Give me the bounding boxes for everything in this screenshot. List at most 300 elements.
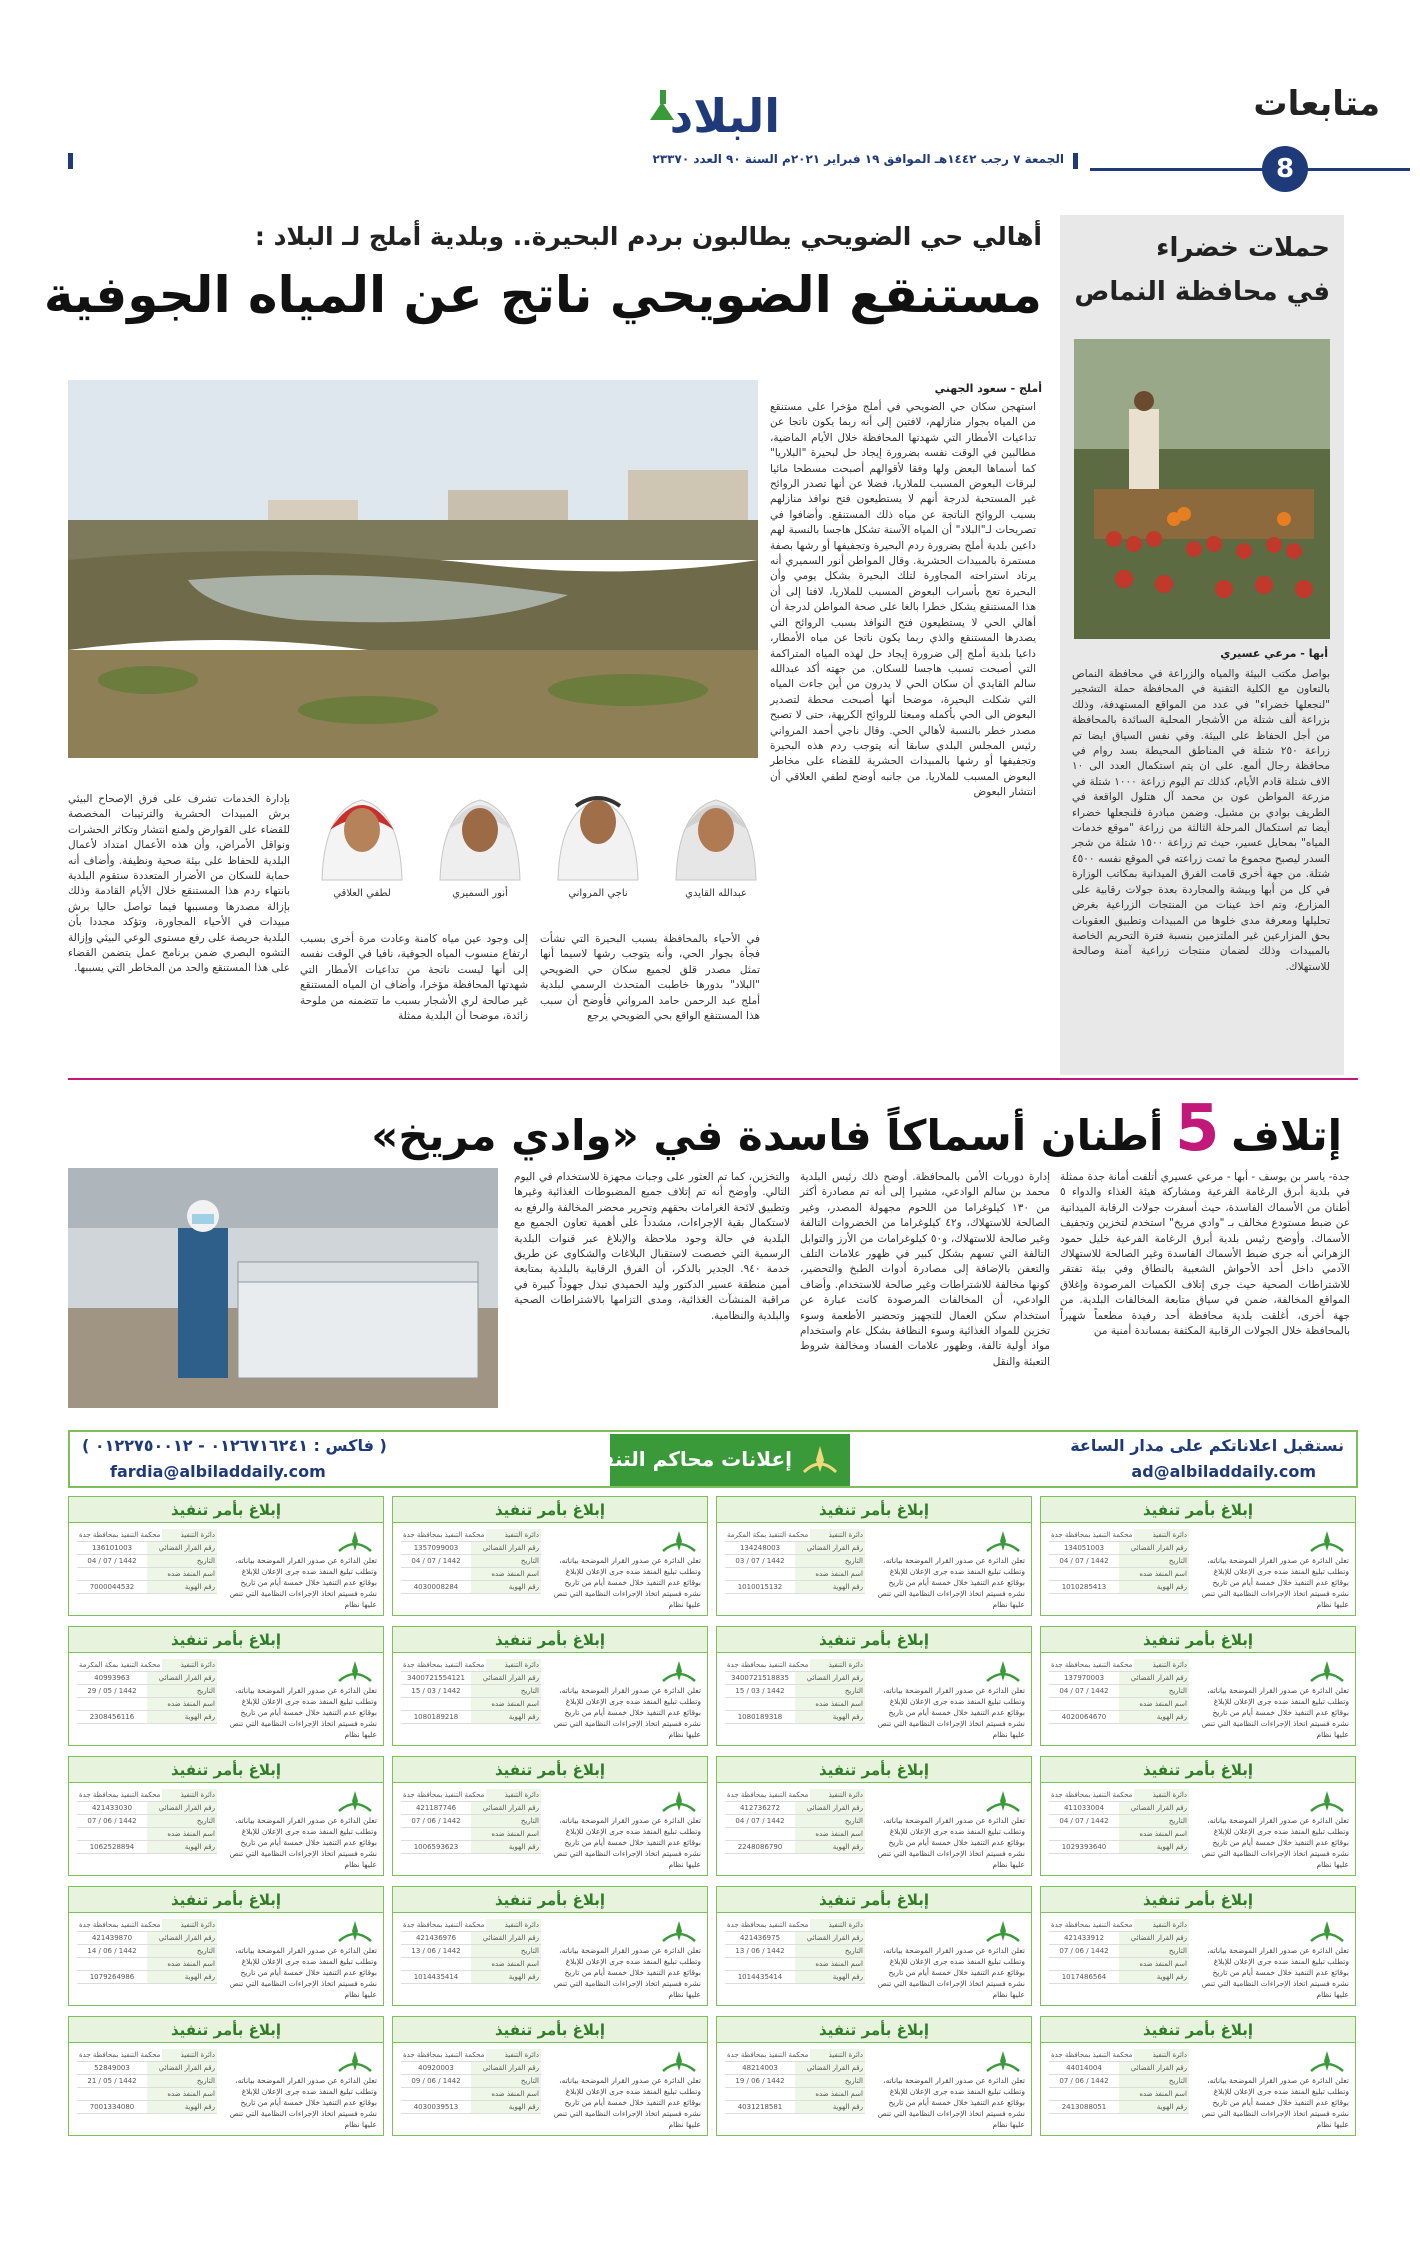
court-notice-row: [1049, 1711, 1189, 1724]
row-value: 7000044532: [89, 1583, 135, 1591]
row-label: رقم الهوية: [147, 1971, 217, 1983]
row-value: 1014435414: [737, 1973, 783, 1981]
row-value: محكمة التنفيذ بمحافظة جدة: [403, 1531, 485, 1539]
row-label: دائرة التنفيذ: [162, 1659, 217, 1671]
portrait-2: [546, 770, 650, 900]
court-notice-row: [77, 1802, 217, 1815]
row-value: [1049, 1958, 1119, 1970]
court-notice: [1040, 1886, 1356, 2006]
row-value: 421439870: [91, 1934, 133, 1942]
court-notice-text: تعلن الدائرة عن صدور القرار الموضحة بياناته، وتطلب تبليغ المنفذ ضده جرى الإعلان للإبلاغ بوقائع عدم التنفيذ خلال خمسة أيام من تاريخ نشره فسيتم اتخاذ الإجراءات النظامية التي تنص عليها نظام: [229, 1556, 377, 1609]
row-value: 2308456116: [89, 1713, 135, 1721]
court-notice-title: إبلاغ بأمر تنفيذ: [717, 1497, 1031, 1523]
court-notice-row: [401, 2075, 541, 2088]
court-notice-text: تعلن الدائرة عن صدور القرار الموضحة بياناته، وتطلب تبليغ المنفذ ضده جرى الإعلان للإبلاغ بوقائع عدم التنفيذ خلال خمسة أيام من تاريخ نشره فسيتم اتخاذ الإجراءات النظامية التي تنص عليها نظام: [877, 1816, 1025, 1869]
row-label: رقم القرار القضائي: [795, 2062, 865, 2074]
court-notice-text: تعلن الدائرة عن صدور القرار الموضحة بياناته، وتطلب تبليغ المنفذ ضده جرى الإعلان للإبلاغ بوقائع عدم التنفيذ خلال خمسة أيام من تاريخ نشره فسيتم اتخاذ الإجراءات النظامية التي تنص عليها نظام: [553, 1816, 701, 1869]
row-label: اسم المنفذ ضده: [1119, 1828, 1189, 1840]
court-notice-title: إبلاغ بأمر تنفيذ: [1041, 2017, 1355, 2043]
row-value: [725, 1828, 795, 1840]
row-label: اسم المنفذ ضده: [1119, 2088, 1189, 2100]
court-notice-table: [1049, 1919, 1189, 1984]
row-label: اسم المنفذ ضده: [471, 1958, 541, 1970]
row-value: [77, 1568, 147, 1580]
court-notice: [68, 1886, 384, 2006]
fish-headline-post: أطنان أسماكاً فاسدة في «وادي مريخ»: [371, 1111, 1164, 1160]
row-label: رقم الهوية: [147, 1581, 217, 1593]
ads-left-contact: ( فاكس : ٠١٢٦٧١٦٢٤١ - ٠١٢٢٧٥٠٠١٢ ): [82, 1436, 387, 1455]
row-value: 13 / 06 / 1442: [411, 1947, 461, 1955]
dateline: الجمعة ٧ رجب ١٤٤٢هـ الموافق ١٩ فبراير ٢٠٢١م السنة ٩٠ العدد ٢٣٣٧٠: [652, 152, 1064, 166]
person-icon: [428, 770, 532, 880]
ministry-emblem-icon: [659, 1919, 699, 1945]
court-notice: [68, 1626, 384, 1746]
court-notice-row: [77, 2075, 217, 2088]
court-notice-row: [725, 1542, 865, 1555]
row-value: 4030039513: [413, 2103, 459, 2111]
court-notice-text: تعلن الدائرة عن صدور القرار الموضحة بياناته، وتطلب تبليغ المنفذ ضده جرى الإعلان للإبلاغ بوقائع عدم التنفيذ خلال خمسة أيام من تاريخ نشره فسيتم اتخاذ الإجراءات النظامية التي تنص عليها نظام: [877, 1556, 1025, 1609]
court-notice-row: [401, 1672, 541, 1685]
row-label: رقم القرار القضائي: [1119, 1802, 1189, 1814]
row-value: 04 / 07 / 1442: [87, 1557, 137, 1565]
court-notice: [1040, 1756, 1356, 1876]
row-label: رقم الهوية: [795, 1971, 865, 1983]
row-label: اسم المنفذ ضده: [471, 1568, 541, 1580]
court-notice: [716, 1756, 1032, 1876]
row-label: دائرة التنفيذ: [1134, 1659, 1189, 1671]
row-value: 1062528894: [89, 1843, 135, 1851]
court-notice-text: تعلن الدائرة عن صدور القرار الموضحة بياناته، وتطلب تبليغ المنفذ ضده جرى الإعلان للإبلاغ بوقائع عدم التنفيذ خلال خمسة أيام من تاريخ نشره فسيتم اتخاذ الإجراءات النظامية التي تنص عليها نظام: [229, 1946, 377, 1999]
court-notice-row: [725, 1802, 865, 1815]
row-label: رقم القرار القضائي: [795, 1542, 865, 1554]
row-label: التاريخ: [471, 1555, 541, 1567]
ministry-emblem-icon: [1307, 1919, 1347, 1945]
row-label: رقم الهوية: [795, 1841, 865, 1853]
row-label: التاريخ: [795, 1945, 865, 1957]
ministry-emblem-icon: [1307, 2049, 1347, 2075]
row-value: 3400721554121: [407, 1674, 465, 1682]
row-label: رقم القرار القضائي: [471, 2062, 541, 2074]
court-notice-row: [725, 2075, 865, 2088]
court-notice-row: [725, 1789, 865, 1802]
court-notice-table: [77, 1789, 217, 1854]
row-value: 21 / 05 / 1442: [87, 2077, 137, 2085]
court-notice-row: [1049, 1919, 1189, 1932]
row-label: رقم الهوية: [471, 1971, 541, 1983]
fish-headline-pre: إتلاف: [1231, 1111, 1342, 1160]
ads-header: [68, 1430, 1358, 1488]
court-notice-table: [401, 2049, 541, 2114]
row-label: التاريخ: [471, 1685, 541, 1697]
row-value: 1017486564: [1061, 1973, 1107, 1981]
court-notice-row: [725, 1711, 865, 1724]
row-label: التاريخ: [147, 1945, 217, 1957]
section-title: متابعات: [1253, 84, 1380, 124]
row-value: 137970003: [1063, 1674, 1105, 1682]
court-notice: [716, 1496, 1032, 1616]
row-label: التاريخ: [1119, 1945, 1189, 1957]
court-notice-row: [77, 2049, 217, 2062]
court-notice-text: تعلن الدائرة عن صدور القرار الموضحة بياناته، وتطلب تبليغ المنفذ ضده جرى الإعلان للإبلاغ بوقائع عدم التنفيذ خلال خمسة أيام من تاريخ نشره فسيتم اتخاذ الإجراءات النظامية التي تنص عليها نظام: [553, 2076, 701, 2129]
court-notice-table: [401, 1789, 541, 1854]
row-label: اسم المنفذ ضده: [1119, 1698, 1189, 1710]
portrait-2-name: ناجي المرواني: [568, 888, 628, 899]
row-value: 4030008284: [413, 1583, 459, 1591]
court-notice-row: [401, 1542, 541, 1555]
row-value: 1079264986: [89, 1973, 135, 1981]
swamp-landscape-icon: [68, 380, 758, 758]
fish-storage-photo: [68, 1168, 498, 1408]
row-value: 411033004: [1063, 1804, 1105, 1812]
court-notice-row: [401, 1568, 541, 1581]
row-value: محكمة التنفيذ بمحافظة جدة: [403, 1661, 485, 1669]
court-notice-row: [401, 2049, 541, 2062]
court-notice-row: [401, 1919, 541, 1932]
court-notice-table: [77, 1919, 217, 1984]
row-value: 4031218581: [737, 2103, 783, 2111]
row-label: رقم الهوية: [795, 1711, 865, 1723]
row-value: 15 / 03 / 1442: [735, 1687, 785, 1695]
row-label: دائرة التنفيذ: [486, 1789, 541, 1801]
market-scene-icon: [1074, 339, 1330, 639]
row-label: دائرة التنفيذ: [486, 1919, 541, 1931]
court-notice: [68, 1496, 384, 1616]
row-label: دائرة التنفيذ: [810, 1529, 865, 1541]
row-value: 40993963: [94, 1674, 130, 1682]
court-notice-title: إبلاغ بأمر تنفيذ: [393, 1497, 707, 1523]
row-value: محكمة التنفيذ بمحافظة جدة: [403, 1791, 485, 1799]
fish-col2: إدارة دوريات الأمن بالمحافظة. أوضح ذلك رئيس البلدية محمد بن سالم الوادعي، مشيرا إلى أنه تم مصادرة أكثر من ١٣٠ كيلوغراما من اللحوم مجهولة المصدر، وغير الصالحة للاستهلاك، و٤٢ كيلوغراما من الخضروات التالفة وغير صالحة للاستهلاك، و٥٠ كيلوغرامات من الأرز والتوابل التالفة التي تسهم بشكل كبير في ظهور علامات التلف والتعفن بالإضافة إلى مصادرة أدوات الطبخ والتحضير، كونها مخالفة للاشتراطات وغير صالحة للاستخدام. وأضاف الوادعي، أن المخالفات المرصودة كانت عبارة عن استخدام سكن العمال للتجهيز وتحضير الأطعمة وسوء تخزين للمواد الغذائية وسوء النظافة بشكل عام واستخدام مواد أولية تالفة، وظهور علامات الفساد ومخالفة شروط التعبئة والنقل: [800, 1171, 1050, 1368]
row-label: رقم القرار القضائي: [147, 1672, 217, 1684]
court-notice-table: [1049, 1789, 1189, 1854]
court-notice-row: [1049, 2101, 1189, 2114]
court-notice: [716, 1886, 1032, 2006]
sidebar-headline-1: حملات خضراء: [1156, 233, 1330, 263]
court-notice-row: [401, 1711, 541, 1724]
ministry-emblem-icon: [335, 1919, 375, 1945]
fish-headline-num: 5: [1175, 1092, 1220, 1166]
sidebar: [1060, 215, 1344, 1075]
court-notice-table: [725, 1919, 865, 1984]
court-notice-row: [401, 1841, 541, 1854]
court-notice-row: [1049, 1568, 1189, 1581]
portraits-row: [300, 770, 768, 920]
vegetable-stall-photo: [1074, 339, 1330, 639]
row-value: 48214003: [742, 2064, 778, 2072]
row-value: [1049, 2088, 1119, 2100]
row-label: دائرة التنفيذ: [162, 2049, 217, 2061]
court-notice: [716, 2016, 1032, 2136]
row-label: اسم المنفذ ضده: [471, 2088, 541, 2100]
court-notice: [392, 1756, 708, 1876]
main-byline: أملج - سعود الجهني: [934, 382, 1042, 395]
row-label: التاريخ: [471, 2075, 541, 2087]
row-label: رقم الهوية: [1119, 2101, 1189, 2113]
row-label: رقم القرار القضائي: [795, 1932, 865, 1944]
swamp-photo: [68, 380, 758, 758]
court-notice-title: إبلاغ بأمر تنفيذ: [1041, 1627, 1355, 1653]
court-notice-row: [725, 2049, 865, 2062]
row-value: 1006593623: [413, 1843, 459, 1851]
row-value: 07 / 06 / 1442: [411, 1817, 461, 1825]
court-notice: [1040, 1626, 1356, 1746]
court-notice-text: تعلن الدائرة عن صدور القرار الموضحة بياناته، وتطلب تبليغ المنفذ ضده جرى الإعلان للإبلاغ بوقائع عدم التنفيذ خلال خمسة أيام من تاريخ نشره فسيتم اتخاذ الإجراءات النظامية التي تنص عليها نظام: [229, 2076, 377, 2129]
row-label: التاريخ: [471, 1945, 541, 1957]
court-notice-row: [725, 1815, 865, 1828]
row-label: رقم الهوية: [795, 2101, 865, 2113]
row-value: 04 / 07 / 1442: [411, 1557, 461, 1565]
ministry-emblem-icon: [983, 1529, 1023, 1555]
court-notice-table: [77, 2049, 217, 2114]
row-label: رقم القرار القضائي: [795, 1802, 865, 1814]
row-label: رقم الهوية: [1119, 1841, 1189, 1853]
sidebar-headline-2: في محافظة النماص: [1074, 277, 1330, 307]
row-label: التاريخ: [147, 1685, 217, 1697]
row-label: رقم الهوية: [1119, 1971, 1189, 1983]
court-notice-row: [77, 1711, 217, 1724]
row-value: [725, 1698, 795, 1710]
court-notice-row: [725, 1581, 865, 1594]
ministry-emblem-icon: [983, 2049, 1023, 2075]
court-notice-row: [1049, 2062, 1189, 2075]
court-notice: [716, 1626, 1032, 1746]
court-notice-text: تعلن الدائرة عن صدور القرار الموضحة بياناته، وتطلب تبليغ المنفذ ضده جرى الإعلان للإبلاغ بوقائع عدم التنفيذ خلال خمسة أيام من تاريخ نشره فسيتم اتخاذ الإجراءات النظامية التي تنص عليها نظام: [1201, 2076, 1349, 2129]
court-notice-row: [725, 1971, 865, 1984]
court-notice-title: إبلاغ بأمر تنفيذ: [1041, 1887, 1355, 1913]
row-label: رقم القرار القضائي: [1119, 1542, 1189, 1554]
court-notice-row: [77, 1685, 217, 1698]
court-notice-row: [401, 1828, 541, 1841]
row-label: التاريخ: [795, 1685, 865, 1697]
court-notice-row: [401, 1789, 541, 1802]
row-label: اسم المنفذ ضده: [795, 1698, 865, 1710]
row-value: [77, 1958, 147, 1970]
court-notice-row: [77, 1971, 217, 1984]
ministry-emblem-icon: [335, 1659, 375, 1685]
court-notice-row: [77, 2088, 217, 2101]
row-label: رقم القرار القضائي: [1119, 1932, 1189, 1944]
court-notice-text: تعلن الدائرة عن صدور القرار الموضحة بياناته، وتطلب تبليغ المنفذ ضده جرى الإعلان للإبلاغ بوقائع عدم التنفيذ خلال خمسة أيام من تاريخ نشره فسيتم اتخاذ الإجراءات النظامية التي تنص عليها نظام: [229, 1686, 377, 1739]
court-notice-text: تعلن الدائرة عن صدور القرار الموضحة بياناته، وتطلب تبليغ المنفذ ضده جرى الإعلان للإبلاغ بوقائع عدم التنفيذ خلال خمسة أيام من تاريخ نشره فسيتم اتخاذ الإجراءات النظامية التي تنص عليها نظام: [877, 2076, 1025, 2129]
row-label: التاريخ: [795, 1815, 865, 1827]
row-value: 136101003: [91, 1544, 133, 1552]
court-notice-row: [77, 1568, 217, 1581]
court-notice-row: [77, 1529, 217, 1542]
row-value: 07 / 06 / 1442: [87, 1817, 137, 1825]
court-notice-row: [77, 1815, 217, 1828]
row-label: اسم المنفذ ضده: [795, 1828, 865, 1840]
court-notice-table: [401, 1919, 541, 1984]
portrait-3: [428, 770, 532, 900]
portrait-4: [310, 770, 414, 900]
court-notice-row: [1049, 2049, 1189, 2062]
row-value: محكمة التنفيذ بمحافظة جدة: [403, 1921, 485, 1929]
row-value: 412736272: [739, 1804, 781, 1812]
row-label: اسم المنفذ ضده: [147, 1698, 217, 1710]
row-label: اسم المنفذ ضده: [1119, 1958, 1189, 1970]
row-label: دائرة التنفيذ: [162, 1529, 217, 1541]
row-value: 1080189218: [413, 1713, 459, 1721]
court-notice-text: تعلن الدائرة عن صدور القرار الموضحة بياناته، وتطلب تبليغ المنفذ ضده جرى الإعلان للإبلاغ بوقائع عدم التنفيذ خلال خمسة أيام من تاريخ نشره فسيتم اتخاذ الإجراءات النظامية التي تنص عليها نظام: [1201, 1946, 1349, 1999]
row-label: اسم المنفذ ضده: [147, 1958, 217, 1970]
court-notice-text: تعلن الدائرة عن صدور القرار الموضحة بياناته، وتطلب تبليغ المنفذ ضده جرى الإعلان للإبلاغ بوقائع عدم التنفيذ خلال خمسة أيام من تاريخ نشره فسيتم اتخاذ الإجراءات النظامية التي تنص عليها نظام: [877, 1686, 1025, 1739]
row-value: محكمة التنفيذ بمحافظة جدة: [79, 1921, 161, 1929]
court-notice-row: [77, 1672, 217, 1685]
court-notice-text: تعلن الدائرة عن صدور القرار الموضحة بياناته، وتطلب تبليغ المنفذ ضده جرى الإعلان للإبلاغ بوقائع عدم التنفيذ خلال خمسة أيام من تاريخ نشره فسيتم اتخاذ الإجراءات النظامية التي تنص عليها نظام: [1201, 1686, 1349, 1739]
row-value: محكمة التنفيذ بمحافظة جدة: [1051, 1791, 1133, 1799]
row-value: 09 / 06 / 1442: [411, 2077, 461, 2085]
court-notice: [392, 2016, 708, 2136]
row-label: رقم القرار القضائي: [1119, 1672, 1189, 1684]
ads-left-email: fardia@albiladdaily.com: [110, 1462, 326, 1481]
row-value: 421436975: [739, 1934, 781, 1942]
court-notice-row: [401, 1659, 541, 1672]
court-notice-title: إبلاغ بأمر تنفيذ: [717, 2017, 1031, 2043]
court-notice-row: [401, 1945, 541, 1958]
ads-right-email: ad@albiladdaily.com: [1131, 1462, 1316, 1481]
row-value: [1049, 1568, 1119, 1580]
row-label: رقم القرار القضائي: [147, 1542, 217, 1554]
court-notice: [392, 1496, 708, 1616]
row-value: 40920003: [418, 2064, 454, 2072]
row-label: التاريخ: [1119, 1815, 1189, 1827]
saudi-emblem-icon: [798, 1442, 842, 1478]
row-value: 04 / 07 / 1442: [735, 1817, 785, 1825]
court-notice-title: إبلاغ بأمر تنفيذ: [69, 1497, 383, 1523]
person-icon: [310, 770, 414, 880]
main-col1: استهجن سكان حي الضويحي في أملج مؤخرا على مستنقع من المياه بجوار منازلهم، لافتين إلى أنه ربما يكون ناتجا عن تداعيات الأمطار التي شهدتها المحافظة خلال الأيام الماضية، مطالبين في الوقت نفسه بضرورة إيجاد حل لبحيرة "البلاريا" كما أسماها البعض ولها وفقا لأقوالهم أصبحت مسطحا مائيا لبرقات البعوض المسبب للملاريا، فضلا عن أنها تصدر الروائح غير المستحبة لدرجة أنهم لا يستطيعون فتح نوافذ منازلهم بسبب الروائح الناتجة عن مياه ذلك المستنقع. وأضافوا في تصريحات لـ"البلاد" أن المياه الآسنة تشكل هاجسا بالنسبة لهم داعين بلدية أملج بضرورة ردم البحيرة وتجفيفها أو رشها بصفة مستمرة بالمبيدات الحشرية. وقال المواطن أنور السميري أنه يرتاد استراحته المجاورة لتلك البحيرة بشكل يومي وأن البحيرة تعج بأسراب البعوض المسبب للملاريا، لافتا إلى أن هذا المستنقع يشكل خطرا بالغا على صحة المواطن لدرجة أن أهالي الحي لا يستطيعون فتح النوافذ بسبب الروائح التي يصدرها المستنقع والذي ربما يكون ناتجا عن مياه الأمطار، داعيا بلدية أملج إلى ضرورة إيجاد حل لهذه المياه المتراكمة التي أصبحت تسبب هاجسا للسكان. من جهته أكد عبدالله سالم القايدي أن سكان الحي لا يدرون من أين جاءت المياه التي شكلت البحيرة، موضحا أنها أصبحت محطة لتصدير البعوض الى الحي بأكمله ومبعثا للروائح الكريهة، حتى لا تصبح مصدر خطر بالنسبة لأهالي الحي. وقال ناجي أحمد المرواني رئيس المجلس البلدي سابقا أنه يتوجب ردم هذه البحيرة وتجفيفها أو رشها بالمبيدات الحشرية للقضاء على مخاطر البعوض المسبب للملاريا. من جانبه أوضح لطفي العلاقي أن انتشار البعوض: [770, 401, 1036, 799]
row-value: محكمة التنفيذ بمحافظة جدة: [727, 1661, 809, 1669]
court-notice-title: إبلاغ بأمر تنفيذ: [393, 1627, 707, 1653]
row-label: اسم المنفذ ضده: [1119, 1568, 1189, 1580]
portrait-1-name: عبدالله القايدي: [685, 888, 747, 899]
row-label: اسم المنفذ ضده: [795, 2088, 865, 2100]
ads-grid: [68, 1496, 1358, 2236]
court-notice-table: [1049, 2049, 1189, 2114]
masthead: [0, 0, 1420, 184]
row-label: دائرة التنفيذ: [1134, 1529, 1189, 1541]
portrait-4-name: لطفي العلاقي: [333, 888, 391, 899]
court-notice-row: [725, 1568, 865, 1581]
fish-col1: جدة- ياسر بن يوسف - أبها - مرعي عسيري أتلفت أمانة جدة ممثلة في بلدية أبرق الرغامة الفرعية ومشاركة هيئة الغذاء والدواء ٥ أطنان من الأسماك الفاسدة، حيث أسفرت جولات الرقابة الميدانية عن ضبط مستودع مخالف بـ "وادي مريخ" استخدم لتخزين وتجفيف الأسماك. وأوضح رئيس بلدية أبرق الرغامة الفرعية خليل حمود الزهراني أنه جرى ضبط الأسماك الفاسدة وغير الصالحة للاستهلاك الآدمي داخل أحد الأحواش الشعبية بالنطاق وفي بيئة تفتقر للاشتراطات الصحية حيث جرى إتلاف الكميات المرصودة وإغلاق المواقع المخالفة، ضمن في سياق متابعة المخالفات البلدية. من جهة أخرى، أغلقت بلدية محافظة أحد رفيدة مطعماً شهيراً بالمحافظة خلال الجولات الرقابية المكثفة بمساندة أمنية من: [1060, 1171, 1350, 1338]
row-label: رقم القرار القضائي: [147, 1932, 217, 1944]
court-notice-title: إبلاغ بأمر تنفيذ: [717, 1887, 1031, 1913]
court-notice-row: [77, 1542, 217, 1555]
ministry-emblem-icon: [1307, 1529, 1347, 1555]
court-notice-row: [77, 1555, 217, 1568]
row-value: 04 / 07 / 1442: [1059, 1687, 1109, 1695]
court-notice-row: [77, 2101, 217, 2114]
row-value: [77, 1698, 147, 1710]
row-value: محكمة التنفيذ بمحافظة جدة: [1051, 1531, 1133, 1539]
court-notice: [68, 1756, 384, 1876]
person-icon: [546, 770, 650, 880]
main-kicker: أهالي حي الضويحي يطالبون بردم البحيرة.. وبلدية أملج لـ البلاد :: [254, 222, 1042, 251]
court-notice-row: [725, 2062, 865, 2075]
row-value: 04 / 07 / 1442: [1059, 1557, 1109, 1565]
row-value: 421433030: [91, 1804, 133, 1812]
court-notice-table: [401, 1659, 541, 1724]
row-label: التاريخ: [147, 1815, 217, 1827]
row-value: [401, 2088, 471, 2100]
sidebar-body: بواصل مكتب البيئة والمياه والزراعة في محافظة النماص بالتعاون مع الكلية التقنية في المحافظة حملة التشجير "لنجعلها خضراء" في عدد من المواقع المستهدفة، وذلك بزراعة ألف شتلة من الأشجار المحلية السائدة بالمحافظة من أجل الحفاظ على البيئة. وفي نفس السياق ايضا تم زراعة ٢٥٠ شتلة في المناطق المحيطة بسد روام في محافظة رجال ألمع. على ان يتم استكمال العدد الى ١٠ الاف شتلة قادم الأيام، كذلك تم اليوم زراعة ١٠٠٠ شتلة في مزرعة المواطن عون بن محمد آل هتلول الواقعة في الطريف بوادي بن مشبل. وضمن مبادرة فلنجعلها خضراء أيضا تم استكمال المرحلة الثالثة من زراعة "موقع خدمات المياه" بمحايل عسير، حيث تم زراعة ١٥٠٠ شتلة من شجر السدر ليصبح مجموع ما تمت زراعته في الموقع نفسه ٤٥٠٠ شتلة. من جهة أخرى قامت الفرق الميدانية بمكاتب الوزارة في كل من أبها وبيشة والمجاردة بعدة جولات رقابية على المزارع، وتم اخذ عينات من المنتجات الزراعية بغرض تحليلها ومعرفة مدى خلوها من المبيدات وتطبيق العقوبات بحق المزارعين غير الملتزمين بنسبة فترة التحريم الخاصة بالمبيدات وذلك لضمان منتجات زراعية آمنة وصالحة للاستهلاك.: [1072, 668, 1330, 973]
court-notice-title: إبلاغ بأمر تنفيذ: [1041, 1757, 1355, 1783]
row-value: 134248003: [739, 1544, 781, 1552]
court-notice-row: [1049, 2088, 1189, 2101]
row-label: التاريخ: [147, 2075, 217, 2087]
row-value: 134051003: [1063, 1544, 1105, 1552]
row-label: رقم القرار القضائي: [471, 1932, 541, 1944]
row-value: محكمة التنفيذ بمحافظة جدة: [79, 1791, 161, 1799]
row-value: 14 / 06 / 1442: [87, 1947, 137, 1955]
court-notice-row: [401, 1802, 541, 1815]
court-notice-row: [1049, 1555, 1189, 1568]
row-value: 15 / 03 / 1442: [411, 1687, 461, 1695]
court-notice-row: [1049, 1802, 1189, 1815]
row-value: 1014435414: [413, 1973, 459, 1981]
court-notice-table: [725, 1789, 865, 1854]
row-label: دائرة التنفيذ: [1134, 2049, 1189, 2061]
logo-text: البلاد: [669, 89, 780, 143]
storage-room-icon: [68, 1168, 498, 1408]
row-label: رقم الهوية: [471, 2101, 541, 2113]
ministry-emblem-icon: [983, 1659, 1023, 1685]
court-notice-row: [725, 2088, 865, 2101]
row-label: اسم المنفذ ضده: [471, 1828, 541, 1840]
ministry-emblem-icon: [659, 1659, 699, 1685]
row-value: 421187746: [415, 1804, 457, 1812]
row-value: 4020064670: [1061, 1713, 1107, 1721]
row-label: رقم الهوية: [1119, 1711, 1189, 1723]
ads-right-contact: نستقبل اعلاناتكم على مدار الساعة: [1070, 1436, 1344, 1455]
court-notice-row: [77, 1919, 217, 1932]
court-notice-text: تعلن الدائرة عن صدور القرار الموضحة بياناته، وتطلب تبليغ المنفذ ضده جرى الإعلان للإبلاغ بوقائع عدم التنفيذ خلال خمسة أيام من تاريخ نشره فسيتم اتخاذ الإجراءات النظامية التي تنص عليها نظام: [1201, 1816, 1349, 1869]
court-notice-row: [401, 1581, 541, 1594]
court-notice-row: [1049, 1815, 1189, 1828]
court-notice-text: تعلن الدائرة عن صدور القرار الموضحة بياناته، وتطلب تبليغ المنفذ ضده جرى الإعلان للإبلاغ بوقائع عدم التنفيذ خلال خمسة أيام من تاريخ نشره فسيتم اتخاذ الإجراءات النظامية التي تنص عليها نظام: [877, 1946, 1025, 1999]
court-notice-row: [401, 1971, 541, 1984]
row-label: التاريخ: [795, 1555, 865, 1567]
court-notice-title: إبلاغ بأمر تنفيذ: [69, 2017, 383, 2043]
row-value: محكمة التنفيذ بمحافظة جدة: [79, 1531, 161, 1539]
court-notice-text: تعلن الدائرة عن صدور القرار الموضحة بياناته، وتطلب تبليغ المنفذ ضده جرى الإعلان للإبلاغ بوقائع عدم التنفيذ خلال خمسة أيام من تاريخ نشره فسيتم اتخاذ الإجراءات النظامية التي تنص عليها نظام: [553, 1556, 701, 1609]
story-divider: [68, 1078, 1358, 1080]
court-notice-row: [77, 1581, 217, 1594]
row-value: [77, 2088, 147, 2100]
court-notice-row: [401, 1958, 541, 1971]
row-value: 07 / 06 / 1442: [1059, 2077, 1109, 2085]
court-notice-row: [725, 1932, 865, 1945]
row-value: [401, 1958, 471, 1970]
ministry-emblem-icon: [659, 2049, 699, 2075]
court-notice-row: [401, 2101, 541, 2114]
court-notice-row: [1049, 1698, 1189, 1711]
row-value: محكمة التنفيذ بمحافظة جدة: [727, 1791, 809, 1799]
court-notice-row: [77, 1945, 217, 1958]
court-notice-row: [77, 1789, 217, 1802]
main-col3: إلى وجود عين مياه كامنة وعادت مرة أخرى بسبب ارتفاع منسوب المياه الجوفية، نافيا في الوقت نفسه إلى أنها ليست ناتجة من تداعيات الأمطار التي شهدتها المحافظة مؤخرا، وأضاف ان المياه المستنقع غير صالحة لري الأشجار بسبب ما تتضمنه من ملوحة زائدة، موضحا أن البلدية ممثلة: [300, 933, 528, 1023]
court-notice-table: [1049, 1529, 1189, 1594]
ministry-emblem-icon: [659, 1789, 699, 1815]
court-notice-row: [77, 1841, 217, 1854]
court-notice-row: [1049, 1672, 1189, 1685]
row-value: 04 / 07 / 1442: [1059, 1817, 1109, 1825]
row-label: اسم المنفذ ضده: [795, 1958, 865, 1970]
court-notice-row: [401, 1685, 541, 1698]
row-label: دائرة التنفيذ: [162, 1789, 217, 1801]
court-notice: [1040, 2016, 1356, 2136]
row-value: [401, 1828, 471, 1840]
